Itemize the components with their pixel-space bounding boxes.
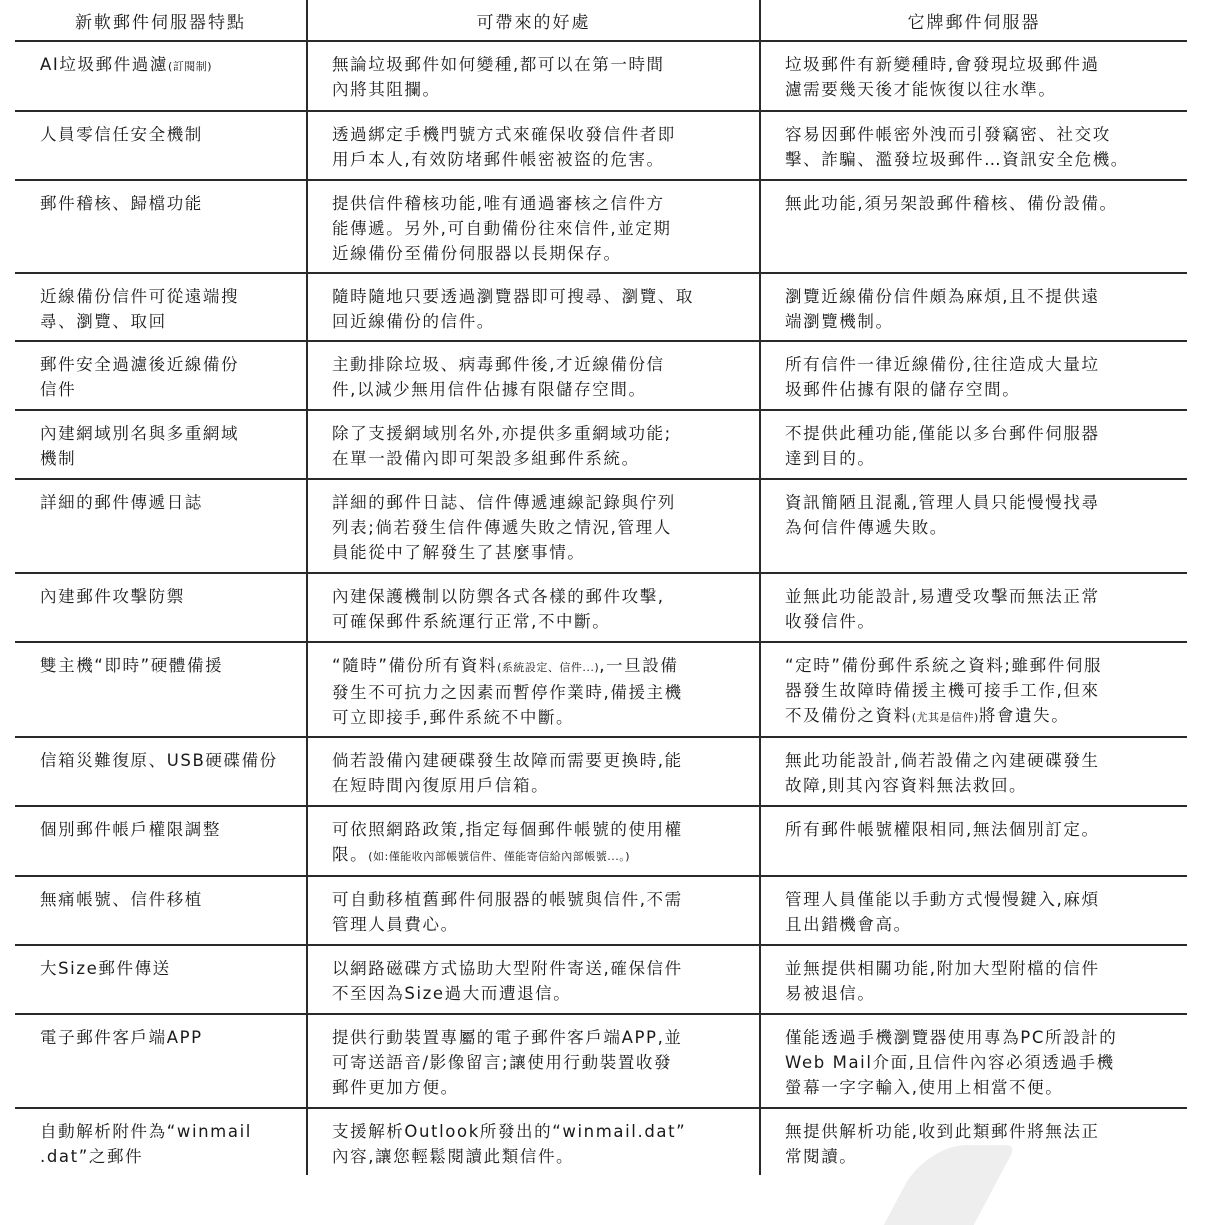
table-row — [15, 479, 1187, 573]
benefit-text: 詳細的郵件日誌、信件傳遞連線記錄與佇列 列表;倘若發生信件傳遞失敗之情況,管理人 員能從中了解發生了甚麼事情。 — [332, 493, 676, 562]
benefit-text: 內建保護機制以防禦各式各樣的郵件攻擊, 可確保郵件系統運行正常,不中斷。 — [332, 587, 665, 631]
benefit-cell — [307, 341, 760, 410]
feature-cell — [15, 945, 307, 1014]
feature-text: 人員零信任安全機制 — [40, 125, 203, 144]
feature-text: 電子郵件客戶端APP — [40, 1028, 203, 1047]
table-row — [15, 806, 1187, 876]
feature-text: 個別郵件帳戶權限調整 — [40, 820, 221, 839]
other-brand-cell — [760, 573, 1187, 642]
header-features: 新軟郵件伺服器特點 — [15, 0, 307, 41]
other-brand-cell — [760, 410, 1187, 479]
other-brand-cell — [760, 111, 1187, 180]
feature-text: 近線備份信件可從遠端搜 尋、瀏覽、取回 — [40, 287, 240, 331]
feature-note: (訂閱制) — [167, 60, 213, 73]
table-row — [15, 410, 1187, 479]
feature-cell — [15, 806, 307, 876]
table-row — [15, 273, 1187, 341]
benefit-text: 主動排除垃圾、病毒郵件後,才近線備份信 件,以減少無用信件佔據有限儲存空間。 — [332, 355, 665, 399]
other-brand-cell — [760, 1108, 1187, 1175]
feature-cell — [15, 642, 307, 737]
benefit-text: 以網路磁碟方式協助大型附件寄送,確保信件 不至因為Size過大而遭退信。 — [332, 959, 683, 1003]
other-brand-cell — [760, 273, 1187, 341]
feature-text: 自動解析附件為“winmail .dat”之郵件 — [40, 1122, 252, 1166]
benefit-cell — [307, 111, 760, 180]
benefit-text: 可自動移植舊郵件伺服器的帳號與信件,不需 管理人員費心。 — [332, 890, 683, 934]
benefit-text: 透過綁定手機門號方式來確保收發信件者即 用戶本人,有效防堵郵件帳密被盜的危害。 — [332, 125, 676, 169]
feature-text: 郵件安全過濾後近線備份 信件 — [40, 355, 240, 399]
other-brand-text: 管理人員僅能以手動方式慢慢鍵入,麻煩 且出錯機會高。 — [785, 890, 1100, 934]
feature-cell — [15, 341, 307, 410]
benefit-cell — [307, 573, 760, 642]
feature-text: 信箱災難復原、USB硬碟備份 — [40, 751, 278, 770]
benefit-text-cont: ,一旦設備 發生不可抗力之因素而暫停作業時,備援主機 可立即接手,郵件系統不中斷。 — [332, 656, 683, 727]
feature-text: 郵件稽核、歸檔功能 — [40, 194, 203, 213]
table-row — [15, 1108, 1187, 1175]
other-brand-cell — [760, 945, 1187, 1014]
feature-cell — [15, 1014, 307, 1108]
other-brand-cell — [760, 41, 1187, 111]
table-row — [15, 737, 1187, 806]
other-brand-cell — [760, 341, 1187, 410]
feature-text: 無痛帳號、信件移植 — [40, 890, 203, 909]
benefit-text: 提供信件稽核功能,唯有通過審核之信件方 能傳遞。另外,可自動備份往來信件,並定期 近線備份至備份伺服器以長期保存。 — [332, 194, 672, 263]
feature-text: AI垃圾郵件過濾 — [40, 55, 168, 74]
benefit-cell — [307, 1108, 760, 1175]
table-row — [15, 642, 1187, 737]
other-brand-text: 所有信件一律近線備份,往往造成大量垃 圾郵件佔據有限的儲存空間。 — [785, 355, 1100, 399]
other-brand-text: 並無提供相關功能,附加大型附檔的信件 易被退信。 — [785, 959, 1100, 1003]
other-brand-cell — [760, 876, 1187, 945]
table-row — [15, 111, 1187, 180]
other-brand-text: 資訊簡陋且混亂,管理人員只能慢慢找尋 為何信件傳遞失敗。 — [785, 493, 1100, 537]
table-row — [15, 945, 1187, 1014]
benefit-text: 隨時隨地只要透過瀏覽器即可搜尋、瀏覽、取 回近線備份的信件。 — [332, 287, 694, 331]
header-other-brand: 它牌郵件伺服器 — [760, 0, 1187, 41]
other-brand-text: 無此功能設計,倘若設備之內建硬碟發生 故障,則其內容資料無法救回。 — [785, 751, 1100, 795]
benefit-text: 可依照網路政策,指定每個郵件帳號的使用權 限。 — [332, 820, 683, 864]
benefit-cell — [307, 41, 760, 111]
other-brand-text: 並無此功能設計,易遭受攻擊而無法正常 收發信件。 — [785, 587, 1100, 631]
other-brand-cell — [760, 642, 1187, 737]
feature-text: 雙主機“即時”硬體備援 — [40, 656, 224, 675]
header-benefits: 可帶來的好處 — [307, 0, 760, 41]
feature-cell — [15, 41, 307, 111]
benefit-text: 倘若設備內建硬碟發生故障而需要更換時,能 在短時間內復原用戶信箱。 — [332, 751, 683, 795]
other-brand-text: 垃圾郵件有新變種時,會發現垃圾郵件過 濾需要幾天後才能恢復以往水準。 — [785, 55, 1100, 99]
benefit-text: “隨時”備份所有資料 — [332, 656, 498, 675]
other-brand-text: 僅能透過手機瀏覽器使用專為PC所設計的 Web Mail介面,且信件內容必須透過手機 螢幕一字字輸入,使用上相當不便。 — [785, 1028, 1118, 1097]
other-brand-text: “定時”備份郵件系統之資料;雖郵件伺服 器發生故障時備援主機可接手工作,但來 不及備份之資料 — [785, 656, 1103, 725]
feature-cell — [15, 180, 307, 273]
benefit-text: 除了支援網域別名外,亦提供多重網域功能; 在單一設備內即可架設多組郵件系統。 — [332, 424, 672, 468]
benefit-cell — [307, 876, 760, 945]
benefit-cell — [307, 642, 760, 737]
benefit-text: 支援解析Outlook所發出的“winmail.dat” 內容,讓您輕鬆閱讀此類信件。 — [332, 1122, 687, 1166]
other-brand-text-cont: 將會遺失。 — [978, 706, 1070, 725]
table-body — [15, 41, 1187, 1175]
other-brand-cell — [760, 1014, 1187, 1108]
feature-cell — [15, 573, 307, 642]
other-brand-cell — [760, 180, 1187, 273]
table-row — [15, 180, 1187, 273]
feature-cell — [15, 1108, 307, 1175]
feature-cell — [15, 479, 307, 573]
table-row — [15, 1014, 1187, 1108]
benefit-cell — [307, 737, 760, 806]
other-brand-cell — [760, 737, 1187, 806]
comparison-table — [15, 0, 1187, 1175]
feature-cell — [15, 410, 307, 479]
other-brand-text: 無提供解析功能,收到此類郵件將無法正 常閱讀。 — [785, 1122, 1100, 1166]
benefit-text: 提供行動裝置專屬的電子郵件客戶端APP,並 可寄送語音/影像留言;讓使用行動裝置收發 郵件更加方便。 — [332, 1028, 683, 1097]
other-brand-cell — [760, 806, 1187, 876]
table-row — [15, 573, 1187, 642]
feature-cell — [15, 111, 307, 180]
feature-cell — [15, 273, 307, 341]
benefit-cell — [307, 410, 760, 479]
feature-text: 詳細的郵件傳遞日誌 — [40, 493, 203, 512]
other-brand-note: (尤其是信件) — [911, 711, 979, 724]
benefit-text: 無論垃圾郵件如何變種,都可以在第一時間 內將其阻攔。 — [332, 55, 665, 99]
table-row — [15, 41, 1187, 111]
benefit-cell — [307, 945, 760, 1014]
table-header — [15, 0, 1187, 41]
benefit-note: (系統設定、信件...) — [497, 661, 600, 674]
feature-text: 大Size郵件傳送 — [40, 959, 171, 978]
table-row — [15, 341, 1187, 410]
feature-cell — [15, 876, 307, 945]
benefit-cell — [307, 1014, 760, 1108]
benefit-note: (如:僅能收內部帳號信件、僅能寄信給內部帳號...。) — [368, 850, 630, 863]
benefit-cell — [307, 180, 760, 273]
benefit-cell — [307, 273, 760, 341]
feature-cell — [15, 737, 307, 806]
header-row — [15, 0, 1187, 41]
other-brand-cell — [760, 479, 1187, 573]
other-brand-text: 容易因郵件帳密外洩而引發竊密、社交攻 擊、詐騙、濫發垃圾郵件…資訊安全危機。 — [785, 125, 1129, 169]
benefit-cell — [307, 806, 760, 876]
other-brand-text: 無此功能,須另架設郵件稽核、備份設備。 — [785, 194, 1118, 213]
benefit-cell — [307, 479, 760, 573]
table-row — [15, 876, 1187, 945]
feature-text: 內建網域別名與多重網域 機制 — [40, 424, 240, 468]
other-brand-text: 所有郵件帳號權限相同,無法個別訂定。 — [785, 820, 1100, 839]
feature-text: 內建郵件攻擊防禦 — [40, 587, 185, 606]
other-brand-text: 不提供此種功能,僅能以多台郵件伺服器 達到目的。 — [785, 424, 1100, 468]
other-brand-text: 瀏覽近線備份信件頗為麻煩,且不提供遠 端瀏覽機制。 — [785, 287, 1100, 331]
